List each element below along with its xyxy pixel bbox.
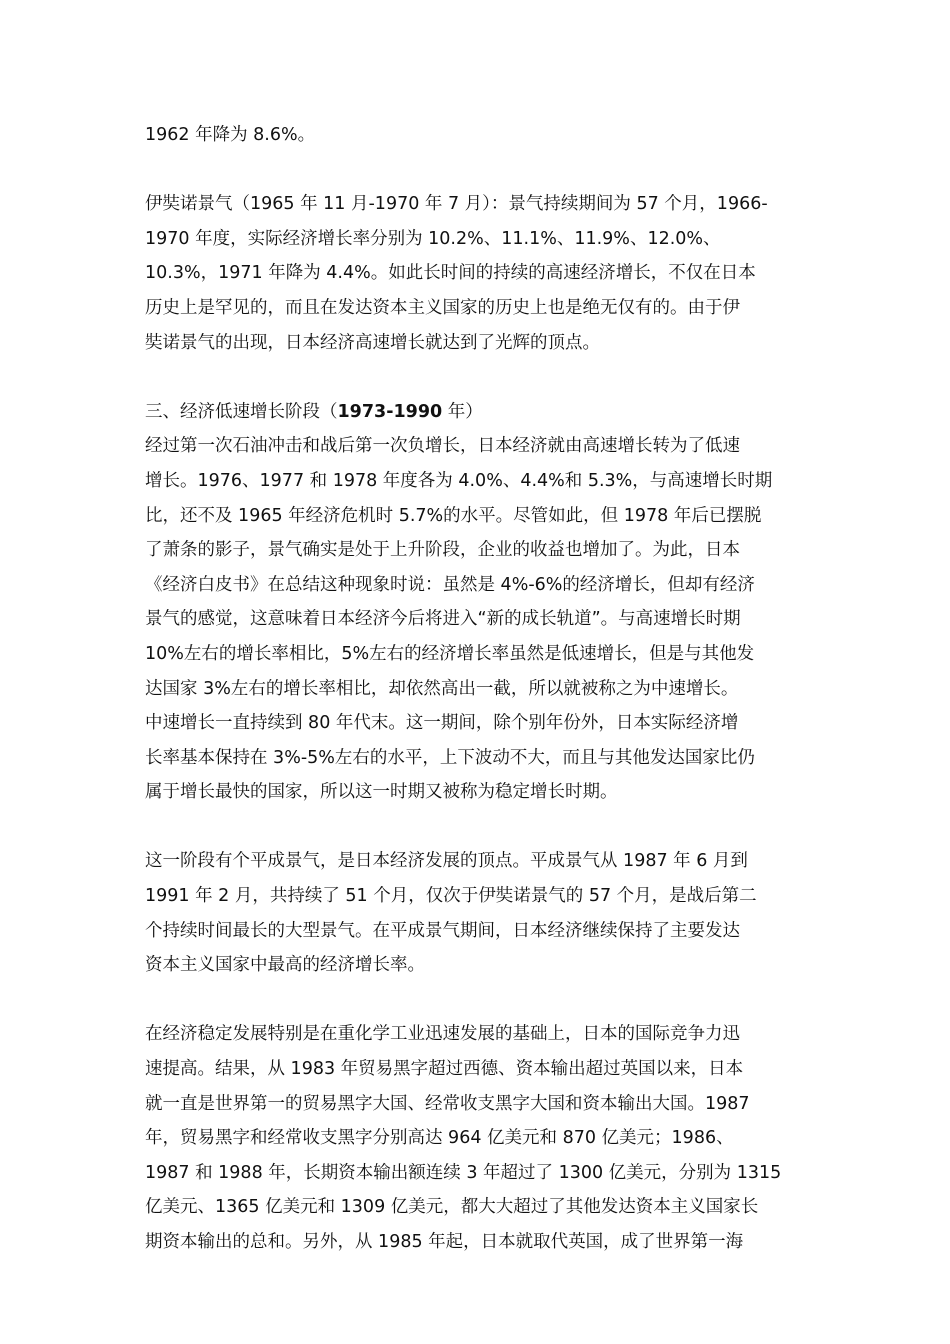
text-line: 1987 和 1988 年，长期资本输出额连续 3 年超过了 1300 亿美元，分别为 1315	[145, 1162, 782, 1183]
text-line: 伊奘诺景气（1965 年 11 月-1970 年 7 月）：景气持续期间为 57 个月，1966-	[145, 194, 768, 215]
text-line: 资本主义国家中最高的经济增长率。	[145, 955, 425, 976]
text-line: 达国家 3%左右的增长率相比，却依然高出一截，所以就被称之为中速增长。	[145, 678, 739, 699]
paragraph-2	[145, 187, 810, 360]
paragraph-5	[145, 1017, 810, 1259]
text-line: 在经济稳定发展特别是在重化学工业迅速发展的基础上，日本的国际竞争力迅	[145, 1024, 740, 1045]
text-line: 1991 年 2 月，共持续了 51 个月，仅次于伊奘诺景气的 57 个月，是战后第二	[145, 886, 757, 907]
section-heading-prefix: 三、经济低速增长阶段（	[145, 401, 338, 422]
paragraph-3	[145, 429, 810, 810]
text-line: 亿美元、1365 亿美元和 1309 亿美元，都大大超过了其他发达资本主义国家长	[145, 1197, 759, 1218]
section-heading-years: 1973-1990	[337, 401, 443, 422]
text-line: 了萧条的影子，景气确实是处于上升阶段，企业的收益也增加了。为此，日本	[145, 540, 740, 561]
paragraph-1	[145, 118, 810, 153]
text-line: 1970 年度，实际经济增长率分别为 10.2%、11.1%、11.9%、12.0%、	[145, 228, 721, 249]
text-line: 景气的感觉，这意味着日本经济今后将进入“新的成长轨道”。与高速增长时期	[145, 609, 741, 630]
text-line: 个持续时间最长的大型景气。在平成景气期间，日本经济继续保持了主要发达	[145, 920, 740, 941]
document-body	[145, 118, 810, 1260]
text-line: 奘诺景气的出现，日本经济高速增长就达到了光辉的顶点。	[145, 332, 600, 353]
text-line: 10.3%，1971 年降为 4.4%。如此长时间的持续的高速经济增长，不仅在日本	[145, 263, 756, 284]
paragraph-gap	[145, 810, 810, 845]
text-line: 增长。1976、1977 和 1978 年度各为 4.0%、4.4%和 5.3%，与高速增长时期	[145, 470, 773, 491]
text-line: 历史上是罕见的，而且在发达资本主义国家的历史上也是绝无仅有的。由于伊	[145, 297, 740, 318]
paragraph-gap	[145, 153, 810, 188]
text-line: 年，贸易黑字和经常收支黑字分别高达 964 亿美元和 870 亿美元；1986、	[145, 1128, 734, 1149]
text-line: 期资本输出的总和。另外，从 1985 年起，日本就取代英国，成了世界第一海	[145, 1232, 744, 1252]
text-line: 就一直是世界第一的贸易黑字大国、经常收支黑字大国和资本输出大国。1987	[145, 1093, 750, 1114]
section-heading	[145, 395, 810, 430]
text-line: 属于增长最快的国家，所以这一时期又被称为稳定增长时期。	[145, 782, 618, 803]
text-line: 速提高。结果，从 1983 年贸易黑字超过西德、资本输出超过英国以来，日本	[145, 1059, 744, 1080]
text-line: 长率基本保持在 3%-5%左右的水平，上下波动不大，而且与其他发达国家比仍	[145, 747, 755, 768]
text-line: 《经济白皮书》在总结这种现象时说：虽然是 4%-6%的经济增长，但却有经济	[145, 574, 755, 595]
paragraph-gap	[145, 360, 810, 395]
text-line: 这一阶段有个平成景气，是日本经济发展的顶点。平成景气从 1987 年 6 月到	[145, 851, 748, 872]
section-heading-suffix: 年）	[442, 401, 483, 422]
text-line: 10%左右的增长率相比，5%左右的经济增长率虽然是低速增长，但是与其他发	[145, 643, 755, 664]
text-line: 中速增长一直持续到 80 年代末。这一期间，除个别年份外，日本实际经济增	[145, 713, 739, 734]
paragraph-gap	[145, 983, 810, 1018]
text-line: 比，还不及 1965 年经济危机时 5.7%的水平。尽管如此，但 1978 年后已摆脱	[145, 505, 762, 526]
text-line: 经过第一次石油冲击和战后第一次负增长，日本经济就由高速增长转为了低速	[145, 436, 740, 457]
paragraph-4	[145, 844, 810, 982]
text-line: 1962 年降为 8.6%。	[145, 125, 316, 145]
